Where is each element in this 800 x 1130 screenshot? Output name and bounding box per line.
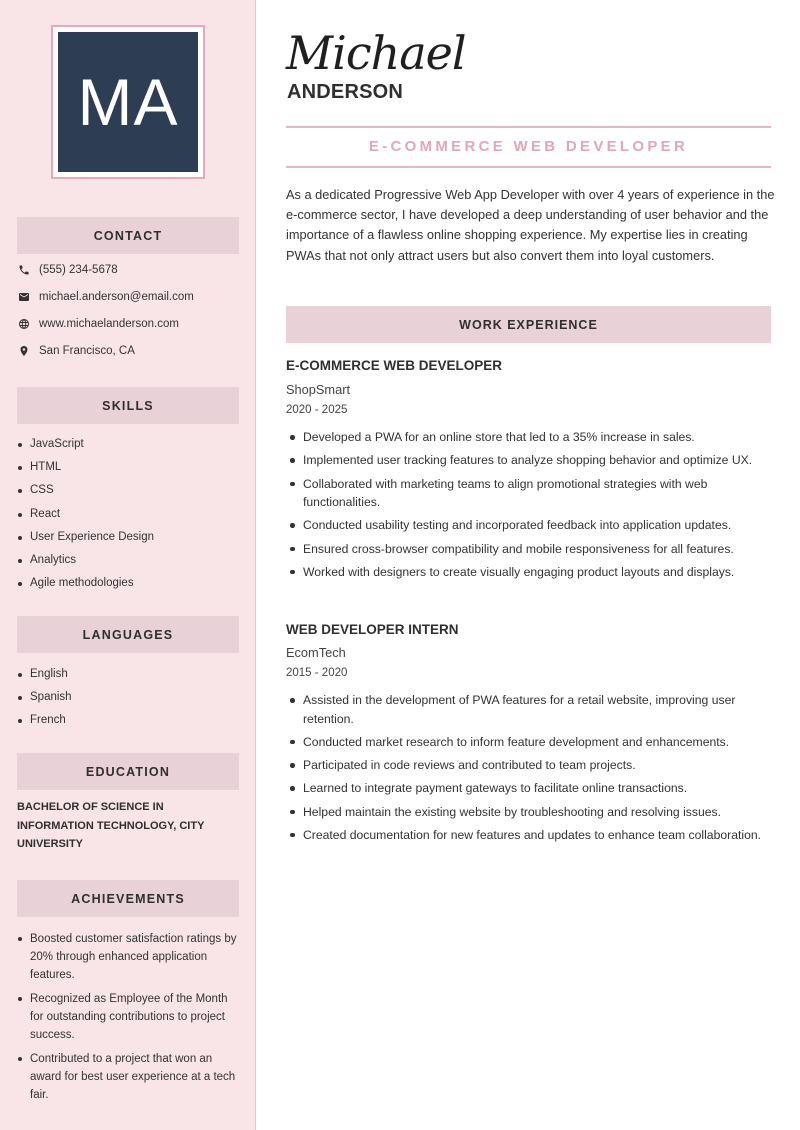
divider-bottom	[286, 166, 771, 168]
job-bullet: Assisted in the development of PWA features for a retail website, improving user retention.	[286, 691, 771, 728]
skill-item: CSS	[17, 483, 242, 506]
job-bullet: Conducted usability testing and incorporated feedback into application updates.	[286, 516, 771, 535]
contact-location	[17, 344, 135, 358]
skill-item: Agile methodologies	[17, 576, 242, 599]
contact-heading: CONTACT	[17, 217, 239, 254]
languages-heading: LANGUAGES	[17, 616, 239, 653]
job-years: 2015 - 2020	[286, 667, 348, 679]
language-item: French	[17, 713, 242, 736]
skill-item: JavaScript	[17, 437, 242, 460]
job-company: ShopSmart	[286, 382, 351, 397]
job-bullet: Created documentation for new features and updates to enhance team collaboration.	[286, 826, 771, 845]
job-bullet: Worked with designers to create visually engaging product layouts and displays.	[286, 563, 771, 582]
language-item: Spanish	[17, 690, 242, 713]
mail-icon	[17, 290, 31, 304]
achievements-list	[17, 930, 242, 1110]
job-bullet: Participated in code reviews and contributed to team projects.	[286, 756, 771, 775]
achievement-item: Boosted customer satisfaction ratings by 20% through enhanced application features.	[17, 930, 242, 984]
languages-list	[17, 667, 242, 737]
location-text: San Francisco, CA	[39, 345, 135, 357]
job-title: E-COMMERCE WEB DEVELOPER	[286, 358, 503, 373]
job-bullets	[286, 691, 771, 849]
job-years: 2020 - 2025	[286, 404, 348, 416]
achievements-heading: ACHIEVEMENTS	[17, 880, 239, 917]
skill-item: User Experience Design	[17, 530, 242, 553]
website-text[interactable]: www.michaelanderson.com	[39, 318, 179, 330]
achievement-item: Recognized as Employee of the Month for outstanding contributions to project success.	[17, 990, 242, 1044]
language-item: English	[17, 667, 242, 690]
monogram: MA	[58, 32, 198, 172]
job-bullet: Conducted market research to inform feature development and enhancements.	[286, 733, 771, 752]
name-last: ANDERSON	[287, 81, 404, 103]
job-bullet: Helped maintain the existing website by troubleshooting and resolving issues.	[286, 803, 771, 822]
globe-icon	[17, 317, 31, 331]
skill-item: React	[17, 507, 242, 530]
job-bullet: Learned to integrate payment gateways to facilitate online transactions.	[286, 779, 771, 798]
monogram-frame	[51, 25, 205, 179]
achievement-item: Contributed to a project that won an award for best user experience at a tech fair.	[17, 1050, 242, 1104]
skill-item: HTML	[17, 460, 242, 483]
sidebar	[0, 0, 256, 1130]
phone-icon	[17, 263, 31, 277]
name-first: Michael	[286, 26, 466, 80]
job-title: WEB DEVELOPER INTERN	[286, 622, 459, 637]
skill-item: Analytics	[17, 553, 242, 576]
job-bullet: Implemented user tracking features to analyze shopping behavior and optimize UX.	[286, 451, 771, 470]
skills-list	[17, 437, 242, 599]
summary: As a dedicated Progressive Web App Developer with over 4 years of experience in the e-commerce sector, I have developed a deep understanding of user behavior and the importance of a flawless online shopping experience. My expertise lies in creating PWAs that not only attract users but also convert them into loyal customers.	[286, 187, 775, 263]
job-bullets	[286, 428, 771, 586]
contact-email	[17, 290, 194, 304]
phone-text: (555) 234-5678	[39, 264, 118, 276]
contact-phone	[17, 263, 118, 277]
divider-top	[286, 126, 771, 128]
email-text[interactable]: michael.anderson@email.com	[39, 291, 194, 303]
education-heading: EDUCATION	[17, 753, 239, 790]
job-bullet: Developed a PWA for an online store that led to a 35% increase in sales.	[286, 428, 771, 447]
job-company: EcomTech	[286, 645, 346, 660]
education-degree: BACHELOR OF SCIENCE IN INFORMATION TECHNOLOGY, CITY UNIVERSITY	[17, 801, 205, 850]
role-title: E-COMMERCE WEB DEVELOPER	[368, 138, 689, 155]
contact-website	[17, 317, 179, 331]
work-experience-heading: WORK EXPERIENCE	[286, 306, 771, 343]
job-bullet: Collaborated with marketing teams to align promotional strategies with web functionalities.	[286, 475, 771, 512]
job-bullet: Ensured cross-browser compatibility and mobile responsiveness for all features.	[286, 540, 771, 559]
location-pin-icon	[17, 344, 31, 358]
skills-heading: SKILLS	[17, 387, 239, 424]
